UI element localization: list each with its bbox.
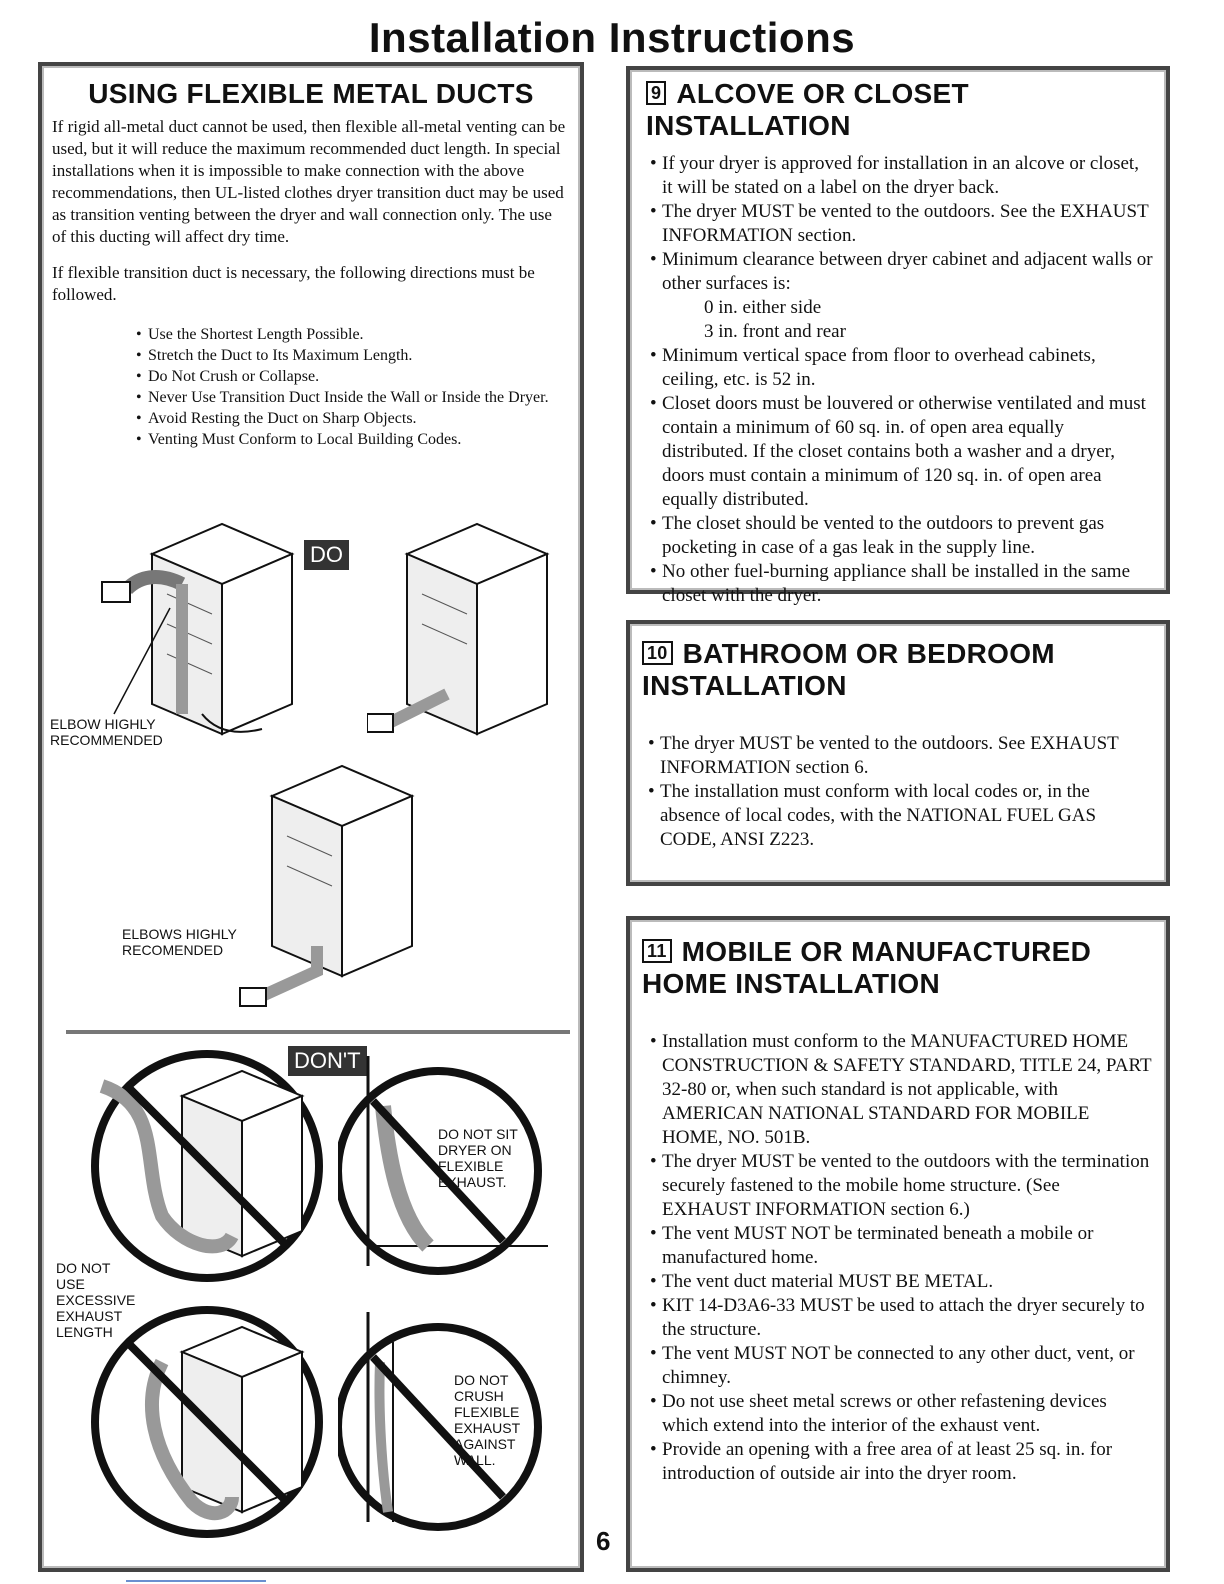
list-item: • Do Not Crush or Collapse.: [128, 366, 570, 387]
list-item: • Minimum vertical space from floor to overhead cabinets, ceiling, etc. is 52 in.: [642, 344, 1154, 392]
list-item: • The dryer MUST be vented to the outdoors. See EXHAUST INFORMATION section 6.: [640, 732, 1152, 780]
bathroom-bedroom-title: BATHROOM OR BEDROOM: [682, 638, 1055, 669]
list-item: • Never Use Transition Duct Inside the Wall or Inside the Dryer.: [128, 387, 570, 408]
flexible-ducts-panel: [38, 62, 584, 1572]
bathroom-bedroom-list: [640, 732, 1152, 852]
list-item: • Minimum clearance between dryer cabinet and adjacent walls or other surfaces is:: [642, 248, 1154, 296]
pointer-line: [112, 606, 172, 716]
list-item: • Use the Shortest Length Possible.: [128, 324, 570, 345]
bathroom-bedroom-title-2: INSTALLATION: [642, 670, 847, 701]
list-item: • The vent MUST NOT be connected to any other duct, vent, or chimney.: [642, 1342, 1152, 1390]
mobile-home-panel: [626, 916, 1170, 1572]
flexible-ducts-heading: USING FLEXIBLE METAL DUCTS: [88, 78, 534, 109]
clearance-front: 3 in. front and rear: [704, 321, 846, 342]
section-number-11: 11: [642, 939, 672, 963]
bathroom-bedroom-panel: [626, 620, 1170, 886]
dryer-illustration-straight: [367, 514, 567, 744]
bathroom-bedroom-heading: [642, 638, 1166, 702]
alcove-closet-heading: [646, 78, 1166, 142]
page-title: Installation Instructions: [368, 14, 856, 61]
do-badge: DO: [304, 540, 349, 570]
mobile-home-heading: [642, 936, 1166, 1000]
mobile-home-title-2: HOME INSTALLATION: [642, 968, 941, 999]
dryer-illustration-elbow: [72, 514, 302, 744]
list-item: • The closet should be vented to the outdoors to prevent gas pocketing in case of a gas leak in the supply line.: [642, 512, 1154, 560]
list-item: • The vent duct material MUST BE METAL.: [642, 1270, 1152, 1294]
section-number-10: 10: [642, 641, 673, 665]
alcove-closet-title: ALCOVE OR CLOSET INSTALLATION: [646, 78, 969, 141]
list-item: • The dryer MUST be vented to the outdoors. See the EXHAUST INFORMATION section.: [642, 200, 1154, 248]
clearance-side: 0 in. either side: [704, 297, 822, 318]
list-item: • The vent MUST NOT be terminated beneath a mobile or manufactured home.: [642, 1222, 1152, 1270]
page-number: 6: [596, 1526, 611, 1556]
dont-badge: DON'T: [288, 1046, 367, 1076]
list-item: • KIT 14-D3A6-33 MUST be used to attach the dryer securely to the structure.: [642, 1294, 1152, 1342]
mobile-home-title: MOBILE OR MANUFACTURED: [681, 936, 1092, 967]
footer-line: [126, 1580, 266, 1582]
label-do-not-sit-dryer: DO NOT SIT DRYER ON FLEXIBLE EXHAUST.: [438, 1126, 518, 1190]
alcove-closet-panel: [626, 66, 1170, 606]
list-item: • If your dryer is approved for installation in an alcove or closet, it will be stated on a label on the dryer back.: [642, 152, 1154, 200]
section-number-9: 9: [646, 81, 666, 105]
list-item: • The dryer MUST be vented to the outdoors with the termination securely fastened to the mobile home structure. (See EXHAUST INFORMATION section 6.): [642, 1150, 1152, 1222]
list-item: • Stretch the Duct to Its Maximum Length.: [128, 345, 570, 366]
flexible-ducts-paragraph-1: If rigid all-metal duct cannot be used, then flexible all-metal venting can be used, but it will reduce the maximum recommended duct length. In special installations when it is impossible to make connection with the above recommendations, then UL-listed clothes dryer transition duct may be used as transition venting between the dryer and wall connection only. The use of this ducting will affect dry time.: [52, 117, 566, 246]
alcove-closet-list: [642, 152, 1154, 608]
mobile-home-list: [642, 1030, 1152, 1486]
label-elbows-highly-recomended: ELBOWS HIGHLY RECOMENDED: [122, 926, 237, 958]
divider: [66, 1030, 570, 1034]
label-do-not-use-excessive: DO NOT USE EXCESSIVE EXHAUST LENGTH: [56, 1260, 136, 1340]
list-item: • No other fuel-burning appliance shall be installed in the same closet with the dryer.: [642, 560, 1154, 608]
list-item: • The installation must conform with local codes or, in the absence of local codes, with the NATIONAL FUEL GAS CODE, ANSI Z223.: [640, 780, 1152, 852]
list-item: • Avoid Resting the Duct on Sharp Objects.: [128, 408, 570, 429]
list-item: • Do not use sheet metal screws or other refastening devices which extend into the interior of the exhaust vent.: [642, 1390, 1152, 1438]
label-do-not-crush: DO NOT CRUSH FLEXIBLE EXHAUST AGAINST WALL.: [454, 1372, 520, 1468]
list-item: • Venting Must Conform to Local Building Codes.: [128, 429, 570, 450]
prohibited-crush-exhaust: [338, 1302, 558, 1542]
list-item: • Closet doors must be louvered or otherwise ventilated and must contain a minimum of 60 sq. in. of open area equally distributed. If the closet contains both a washer and a dryer, doors must contain a minimum of 120 sq. in. of open area equally distributed.: [642, 392, 1154, 512]
flexible-ducts-paragraph-2: If flexible transition duct is necessary, the following directions must be followed.: [52, 263, 535, 304]
label-elbow-highly-recommended: ELBOW HIGHLY RECOMMENDED: [50, 716, 163, 748]
dryer-illustration-elbows: [232, 756, 452, 1016]
list-item: • Installation must conform to the MANUFACTURED HOME CONSTRUCTION & SAFETY STANDARD, TITLE 24, PART 32-80 or, when such standard is not applicable, with AMERICAN NATIONAL STANDARD FOR MOBILE HOME, NO. 501B.: [642, 1030, 1152, 1150]
flexible-duct-directions: [128, 324, 570, 450]
list-item: • Provide an opening with a free area of at least 25 sq. in. for introduction of outside air into the dryer room.: [642, 1438, 1152, 1486]
prohibited-excessive-length-top: [82, 1046, 332, 1286]
